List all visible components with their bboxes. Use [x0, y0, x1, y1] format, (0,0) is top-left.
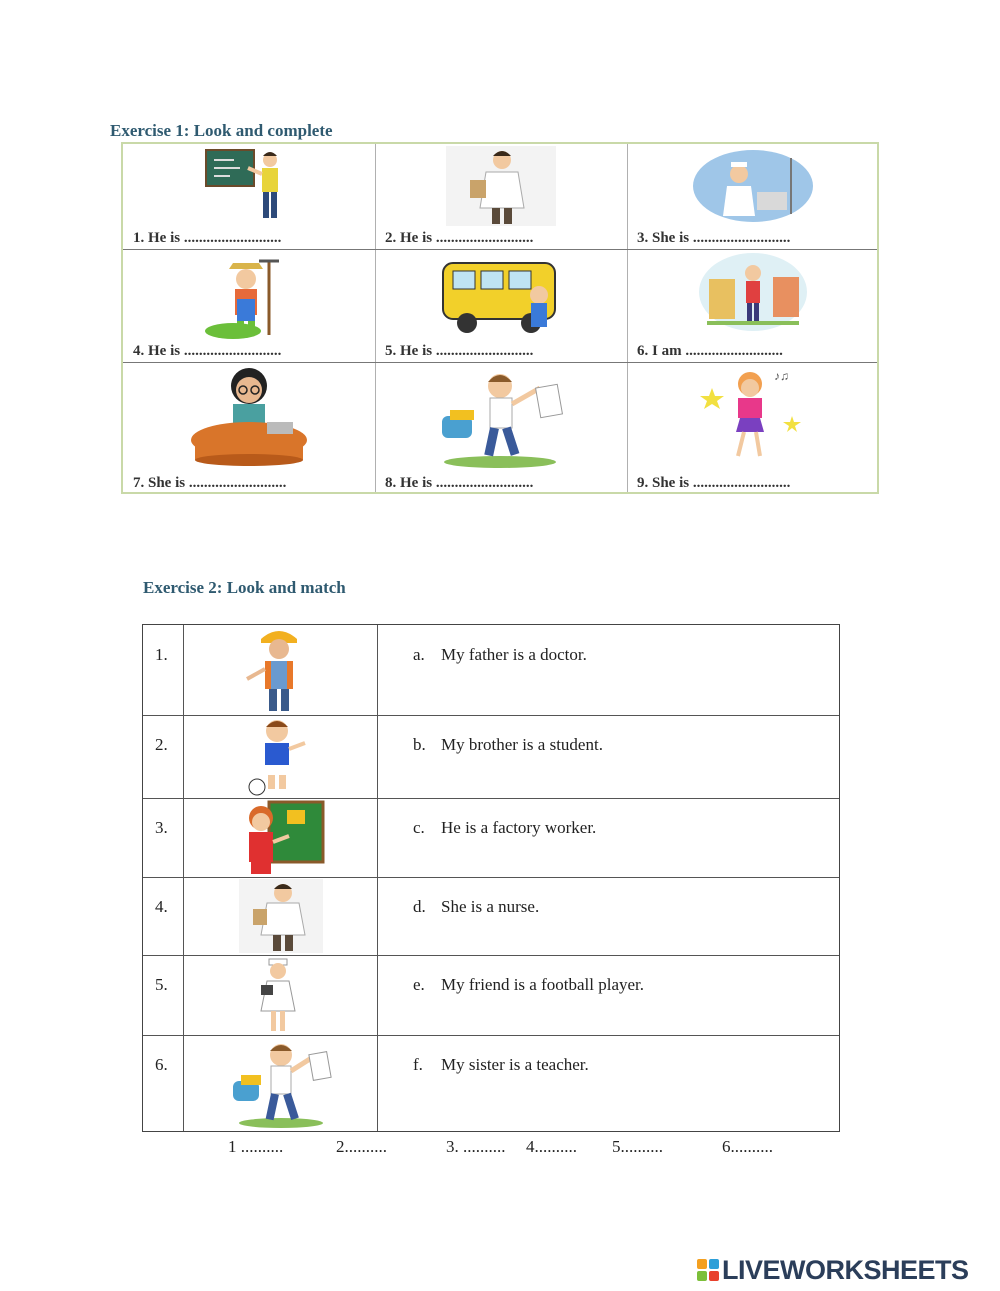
- student-picture: [434, 366, 568, 470]
- exercise1-title: Exercise 1: Look and complete: [110, 121, 333, 140]
- exercise1-item-5: [375, 249, 627, 362]
- student-picture: [229, 1037, 333, 1129]
- farmer-picture: [199, 255, 299, 339]
- table-row: [143, 625, 839, 715]
- table-row: [143, 955, 839, 1035]
- pupil-picture: [697, 251, 809, 333]
- table-row: [143, 798, 839, 877]
- row-number: 4.: [155, 897, 168, 916]
- exercise1-item-7: [123, 362, 375, 494]
- match-sentence: e. My friend is a football player.: [413, 975, 645, 994]
- row-number: 6.: [155, 1055, 168, 1074]
- exercise1-label: 9. She is ..........................: [637, 475, 791, 491]
- exercise1-label: 6. I am ..........................: [637, 343, 783, 359]
- table-row: [143, 877, 839, 955]
- answer-blank-5[interactable]: 5..........: [612, 1137, 663, 1156]
- exercise1-label: 3. She is ..........................: [637, 230, 791, 246]
- doctor-picture: [446, 146, 556, 226]
- answer-blank-1[interactable]: 1 ..........: [228, 1137, 284, 1156]
- logo-text: LIVEWORKSHEETS: [722, 1254, 969, 1285]
- exercise1-item-1: [123, 144, 375, 249]
- table-row: [143, 715, 839, 798]
- doctor-picture: [239, 879, 323, 953]
- football-player-picture: [243, 717, 313, 797]
- exercise1-item-9: [627, 362, 879, 494]
- bus-driver-picture: [439, 257, 563, 337]
- exercise1-grid: [121, 142, 879, 494]
- exercise1-item-4: [123, 249, 375, 362]
- exercise1-label: 2. He is ..........................: [385, 230, 534, 246]
- row-number: 5.: [155, 975, 168, 994]
- table-row: [143, 1035, 839, 1131]
- teacher-picture: [204, 146, 294, 224]
- teacher-picture: [239, 800, 325, 876]
- exercise1-item-8: [375, 362, 627, 494]
- exercise2-title: Exercise 2: Look and match: [143, 578, 346, 597]
- exercise1-item-3: [627, 144, 879, 249]
- office-worker-picture: [187, 364, 311, 468]
- exercise1-label: 1. He is ..........................: [133, 230, 282, 246]
- answer-blank-4[interactable]: 4..........: [526, 1137, 577, 1156]
- row-number: 3.: [155, 818, 168, 837]
- exercise1-label: 8. He is ..........................: [385, 475, 534, 491]
- match-sentence: a. My father is a doctor.: [413, 645, 587, 664]
- match-sentence: d. She is a nurse.: [413, 897, 540, 916]
- row-number: 2.: [155, 735, 168, 754]
- nurse-picture: [691, 148, 815, 224]
- factory-worker-picture: [239, 625, 319, 715]
- row-number: 1.: [155, 645, 168, 664]
- exercise1-item-6: [627, 249, 879, 362]
- match-sentence: f. My sister is a teacher.: [413, 1055, 589, 1074]
- answer-blank-6[interactable]: 6..........: [722, 1137, 773, 1156]
- exercise1-label: 5. He is ..........................: [385, 343, 534, 359]
- match-sentence: c. He is a factory worker.: [413, 818, 597, 837]
- logo-blocks-icon: [697, 1259, 719, 1281]
- svg-text:♪♫: ♪♫: [774, 369, 789, 383]
- answer-blank-3[interactable]: 3. ..........: [446, 1137, 506, 1156]
- exercise1-label: 4. He is ..........................: [133, 343, 282, 359]
- exercise1-item-2: [375, 144, 627, 249]
- nurse-picture: [255, 957, 301, 1035]
- answer-blank-2[interactable]: 2..........: [336, 1137, 387, 1156]
- match-sentence: b. My brother is a student.: [413, 735, 603, 754]
- liveworksheets-logo: [697, 1256, 969, 1284]
- singer-picture: [698, 366, 808, 462]
- exercise2-table: [142, 624, 840, 1132]
- exercise1-label: 7. She is ..........................: [133, 475, 287, 491]
